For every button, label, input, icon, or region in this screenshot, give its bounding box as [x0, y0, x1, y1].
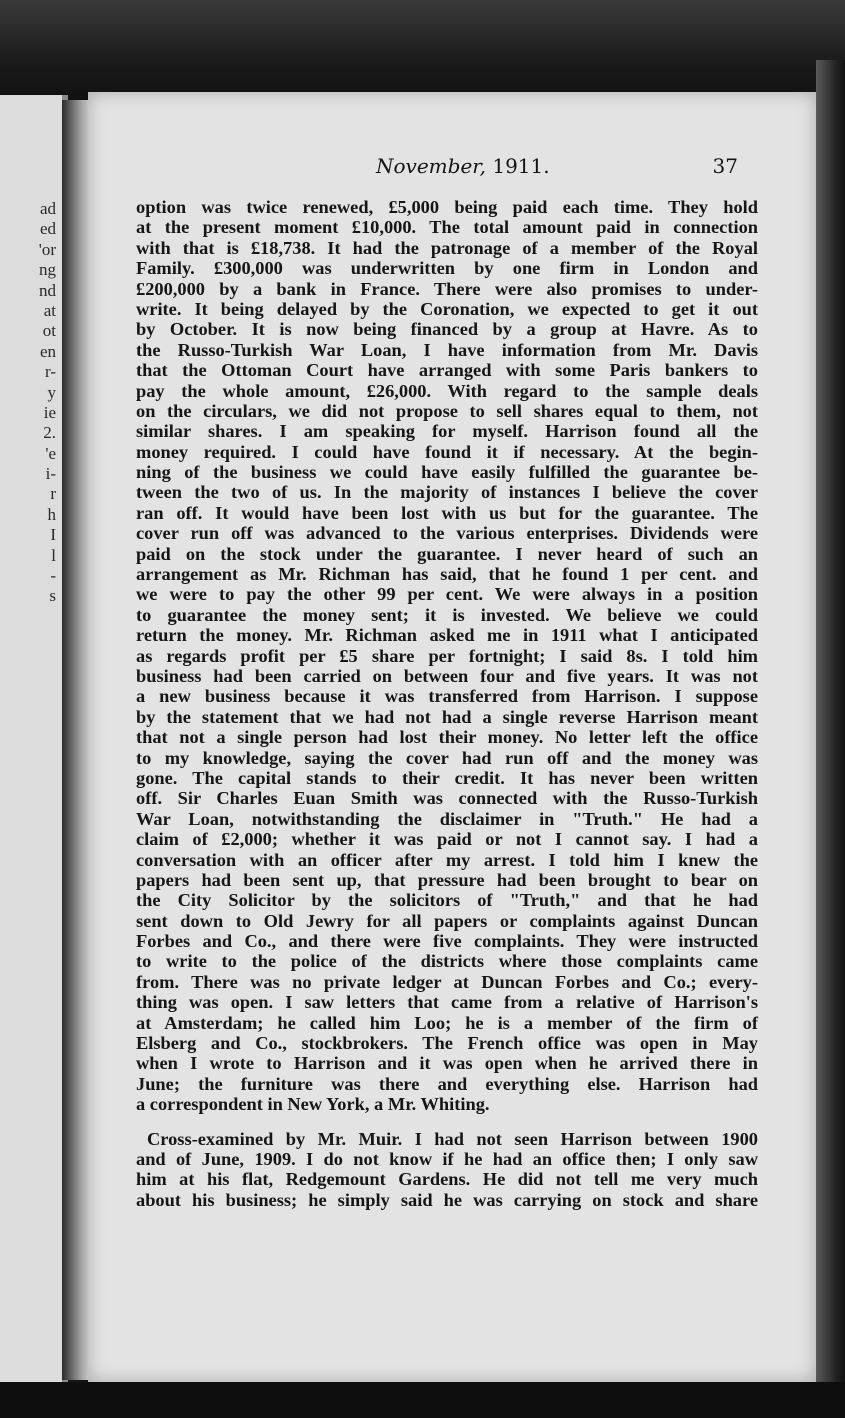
- running-header: [88, 154, 816, 180]
- text-line: return the money. Mr. Richman asked me in 1911 what I anticipated: [136, 625, 758, 646]
- text-line: when I wrote to Harrison and it was open when he arrived there in: [136, 1053, 758, 1074]
- text-line: to my knowledge, saying the cover had run off and the money was: [136, 747, 758, 768]
- header-year: 1911.: [492, 154, 550, 178]
- left-page-fragment: l: [51, 545, 56, 565]
- left-page-fragment: -: [50, 566, 56, 586]
- left-page-fragment: ie: [43, 402, 56, 422]
- text-line: and of June, 1909. I do not know if he had an office then; I only saw: [136, 1148, 758, 1169]
- text-line: conversation with an officer after my arrest. I told him I knew the: [136, 849, 758, 870]
- text-line: by October. It is now being financed by a group at Havre. As to: [136, 319, 758, 340]
- left-page-fragment: I: [50, 525, 56, 545]
- left-page-fragments: [39, 199, 56, 607]
- text-line: Cross-examined by Mr. Muir. I had not seen Harrison between 1900: [147, 1128, 758, 1149]
- text-line: on the circulars, we did not propose to sell shares equal to them, not: [136, 400, 758, 421]
- text-line: write. It being delayed by the Coronation, we expected to get it out: [136, 298, 758, 319]
- text-line: paid on the stock under the guarantee. I never heard of such an: [136, 543, 758, 564]
- paragraph-gap: [136, 1115, 758, 1129]
- text-line: £200,000 by a bank in France. There were also promises to under-: [136, 278, 758, 299]
- text-line: cover run off was advanced to the various enterprises. Dividends were: [136, 523, 758, 544]
- text-line: the Russo-Turkish War Loan, I have information from Mr. Davis: [136, 339, 758, 360]
- text-line: War Loan, notwithstanding the disclaimer in "Truth." He had a: [136, 808, 758, 829]
- text-line: arrangement as Mr. Richman has said, that he found 1 per cent. and: [136, 564, 758, 585]
- text-line: to write to the police of the districts where those complaints came: [136, 951, 758, 972]
- left-page-fragment: 2.: [43, 423, 56, 443]
- text-line: Family. £300,000 was underwritten by one firm in London and: [136, 258, 758, 279]
- text-line: that not a single person had lost their money. No letter left the office: [136, 727, 758, 748]
- left-page-fragment: at: [43, 300, 56, 320]
- text-line: ning of the business we could have easily fulfilled the guarantee be-: [136, 462, 758, 483]
- text-line: him at his flat, Redgemount Gardens. He did not tell me very much: [136, 1169, 758, 1190]
- left-page-fragment: s: [49, 586, 56, 606]
- text-line: about his business; he simply said he was carrying on stock and share: [136, 1189, 758, 1210]
- text-line: claim of £2,000; whether it was paid or not I cannot say. I had a: [136, 829, 758, 850]
- left-page-fragment: ad: [39, 199, 56, 218]
- text-line: by the statement that we had not had a single reverse Harrison meant: [136, 706, 758, 727]
- left-page-fragment: ot: [42, 321, 56, 341]
- text-line: a new business because it was transferred from Harrison. I suppose: [136, 686, 758, 707]
- left-page-fragment: r: [50, 484, 56, 504]
- text-line: tween the two of us. In the majority of instances I believe the cover: [136, 482, 758, 503]
- scan-background-top: [0, 0, 845, 100]
- left-page-fragment: r-: [45, 362, 56, 382]
- text-line: at Amsterdam; he called him Loo; he is a member of the firm of: [136, 1012, 758, 1033]
- left-page-fragment: h: [47, 504, 56, 524]
- text-line: we were to pay the other 99 per cent. We were always in a position: [136, 584, 758, 605]
- text-line: from. There was no private ledger at Duncan Forbes and Co.; every-: [136, 971, 758, 992]
- header-month: November,: [376, 154, 486, 178]
- left-page-fragment: 'e: [45, 443, 56, 463]
- page-number: 37: [712, 154, 738, 178]
- left-page-fragment: nd: [39, 280, 56, 300]
- paragraph-1: [136, 197, 758, 1115]
- text-line: that the Ottoman Court have arranged with some Paris bankers to: [136, 360, 758, 381]
- scan-background-bottom: [0, 1382, 845, 1418]
- left-page-fragment: y: [47, 382, 56, 402]
- left-page-fragment: 'or: [38, 239, 56, 259]
- text-line: similar shares. I am speaking for myself. Harrison found all the: [136, 421, 758, 442]
- document-page: [88, 92, 816, 1382]
- text-line: a correspondent in New York, a Mr. Whiting.: [136, 1094, 490, 1115]
- text-line: at the present moment £10,000. The total amount paid in connection: [136, 217, 758, 238]
- text-line: ran off. It would have been lost with us but for the guarantee. The: [136, 502, 758, 523]
- text-line: sent down to Old Jewry for all papers or complaints against Duncan: [136, 910, 758, 931]
- text-line: off. Sir Charles Euan Smith was connected with the Russo-Turkish: [136, 788, 758, 809]
- text-line: option was twice renewed, £5,000 being paid each time. They hold: [136, 197, 758, 217]
- left-page-edge: [0, 95, 68, 1385]
- body-text: [136, 197, 758, 1210]
- left-page-fragment: ng: [39, 260, 56, 280]
- text-line: to guarantee the money sent; it is invested. We believe we could: [136, 604, 758, 625]
- text-line: with that is £18,738. It had the patronage of a member of the Royal: [136, 237, 758, 258]
- text-line: money required. I could have found it if necessary. At the begin-: [136, 441, 758, 462]
- paragraph-2: [136, 1129, 758, 1211]
- text-line: June; the furniture was there and everything else. Harrison had: [136, 1073, 758, 1094]
- text-line: thing was open. I saw letters that came from a relative of Harrison's: [136, 992, 758, 1013]
- left-page-fragment: en: [39, 341, 56, 361]
- text-line: pay the whole amount, £26,000. With regard to the sample deals: [136, 380, 758, 401]
- text-line: papers had been sent up, that pressure had been brought to bear on: [136, 869, 758, 890]
- text-line: business had been carried on between four and five years. It was not: [136, 665, 758, 686]
- text-line: the City Solicitor by the solicitors of "Truth," and that he had: [136, 890, 758, 911]
- left-page-fragment: ed: [39, 219, 56, 239]
- left-page-fragment: i-: [45, 464, 56, 484]
- text-line: gone. The capital stands to their credit. It has never been written: [136, 767, 758, 788]
- text-line: Elsberg and Co., stockbrokers. The French office was open in May: [136, 1033, 758, 1054]
- header-date: [376, 154, 550, 178]
- text-line: Forbes and Co., and there were five complaints. They were instructed: [136, 931, 758, 952]
- text-line: as regards profit per £5 share per fortnight; I said 8s. I told him: [136, 645, 758, 666]
- scan-background-right: [816, 60, 845, 1418]
